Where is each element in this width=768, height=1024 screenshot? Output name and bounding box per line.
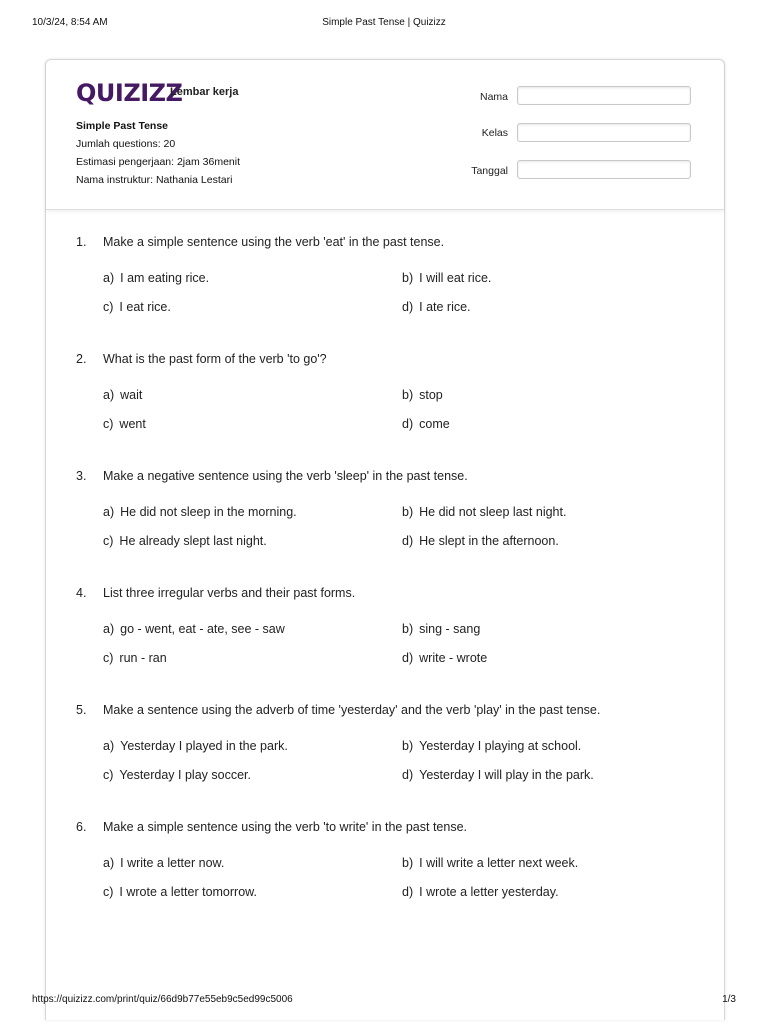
option-text: He did not sleep in the morning.	[120, 505, 297, 519]
worksheet-header	[46, 60, 724, 210]
answer-option[interactable]	[402, 622, 480, 636]
option-text: I eat rice.	[119, 300, 171, 314]
option-text: go - went, eat - ate, see - saw	[120, 622, 285, 636]
question-count: Jumlah questions: 20	[76, 138, 176, 150]
option-text: Yesterday I playing at school.	[419, 739, 582, 753]
quiz-title: Simple Past Tense	[76, 120, 169, 132]
option-letter: a)	[103, 739, 115, 753]
date-field-label: Tanggal	[471, 165, 508, 177]
option-letter: c)	[103, 651, 114, 665]
answer-option[interactable]	[103, 505, 297, 519]
answer-option[interactable]	[402, 388, 443, 402]
answer-option[interactable]	[402, 856, 578, 870]
option-letter: a)	[103, 388, 115, 402]
answer-option[interactable]	[103, 534, 267, 548]
option-letter: c)	[103, 300, 114, 314]
date-field[interactable]	[517, 160, 691, 179]
option-letter: d)	[402, 768, 414, 782]
option-text: I am eating rice.	[120, 271, 210, 285]
option-letter: a)	[103, 856, 115, 870]
answer-option[interactable]	[103, 271, 209, 285]
option-text: I wrote a letter tomorrow.	[119, 885, 257, 899]
answer-option[interactable]	[103, 768, 251, 782]
print-header	[32, 17, 736, 31]
option-text: come	[419, 417, 450, 431]
answer-option[interactable]	[402, 271, 491, 285]
answer-option[interactable]	[103, 622, 285, 636]
option-text: Yesterday I played in the park.	[120, 739, 288, 753]
option-letter: a)	[103, 505, 115, 519]
option-text: write - wrote	[419, 651, 488, 665]
option-text: run - ran	[119, 651, 167, 665]
answer-option[interactable]	[103, 417, 146, 431]
question-number: 4.	[76, 586, 87, 600]
answer-option[interactable]	[103, 651, 167, 665]
answer-option[interactable]	[402, 300, 471, 314]
option-text: went	[119, 417, 146, 431]
option-letter: d)	[402, 534, 414, 548]
estimated-time: Estimasi pengerjaan: 2jam 36menit	[76, 156, 241, 168]
option-letter: d)	[402, 300, 414, 314]
option-text: Yesterday I will play in the park.	[419, 768, 594, 782]
option-text: I ate rice.	[419, 300, 471, 314]
option-letter: c)	[103, 768, 114, 782]
option-text: Yesterday I play soccer.	[119, 768, 251, 782]
print-page-number: 1/3	[722, 994, 736, 1005]
print-url: https://quizizz.com/print/quiz/66d9b77e55eb9c5ed99c5006	[32, 994, 293, 1005]
question-number: 6.	[76, 820, 87, 834]
worksheet-sheet	[45, 59, 725, 1020]
option-text: I write a letter now.	[120, 856, 225, 870]
answer-option[interactable]	[402, 505, 566, 519]
option-letter: d)	[402, 417, 414, 431]
question-number: 3.	[76, 469, 87, 483]
class-field-label: Kelas	[481, 127, 508, 139]
option-letter: c)	[103, 534, 114, 548]
option-letter: c)	[103, 885, 114, 899]
option-text: sing - sang	[419, 622, 481, 636]
question-number: 1.	[76, 235, 87, 249]
answer-option[interactable]	[402, 651, 487, 665]
option-letter: d)	[402, 885, 414, 899]
option-letter: b)	[402, 271, 414, 285]
answer-option[interactable]	[402, 768, 594, 782]
option-text: I wrote a letter yesterday.	[419, 885, 559, 899]
print-footer	[32, 994, 736, 1008]
name-field[interactable]	[517, 86, 691, 105]
option-text: He already slept last night.	[119, 534, 267, 548]
answer-option[interactable]	[103, 739, 288, 753]
name-field-label: Nama	[479, 91, 508, 103]
option-letter: c)	[103, 417, 114, 431]
print-page-title: Simple Past Tense | Quizizz	[322, 17, 446, 28]
option-letter: d)	[402, 651, 414, 665]
option-letter: a)	[103, 622, 115, 636]
answer-option[interactable]	[103, 388, 142, 402]
answer-option[interactable]	[103, 856, 224, 870]
question-text: Make a negative sentence using the verb 'sleep' in the past tense.	[103, 469, 468, 483]
option-letter: a)	[103, 271, 115, 285]
option-text: I will write a letter next week.	[419, 856, 579, 870]
option-letter: b)	[402, 739, 414, 753]
option-text: He did not sleep last night.	[419, 505, 567, 519]
option-letter: b)	[402, 856, 414, 870]
instructor-name: Nama instruktur: Nathania Lestari	[76, 174, 233, 186]
answer-option[interactable]	[402, 534, 559, 548]
question-text: Make a sentence using the adverb of time 'yesterday' and the verb 'play' in the past tense.	[103, 703, 601, 717]
question-number: 5.	[76, 703, 87, 717]
answer-option[interactable]	[103, 885, 257, 899]
answer-option[interactable]	[103, 300, 171, 314]
answer-option[interactable]	[402, 417, 450, 431]
option-letter: b)	[402, 505, 414, 519]
question-text: List three irregular verbs and their past forms.	[103, 586, 356, 600]
answer-option[interactable]	[402, 739, 581, 753]
option-letter: b)	[402, 622, 414, 636]
option-text: He slept in the afternoon.	[419, 534, 559, 548]
class-field[interactable]	[517, 123, 691, 142]
option-letter: b)	[402, 388, 414, 402]
option-text: wait	[120, 388, 143, 402]
option-text: I will eat rice.	[419, 271, 492, 285]
question-text: Make a simple sentence using the verb 'to write' in the past tense.	[103, 820, 467, 834]
question-text: What is the past form of the verb 'to go'?	[103, 352, 327, 366]
answer-option[interactable]	[402, 885, 559, 899]
quizizz-logo: QUIZIZZ	[76, 79, 183, 107]
question-number: 2.	[76, 352, 87, 366]
question-text: Make a simple sentence using the verb 'eat' in the past tense.	[103, 235, 445, 249]
worksheet-label: Lembar kerja	[170, 86, 239, 98]
print-datetime: 10/3/24, 8:54 AM	[32, 17, 108, 28]
option-text: stop	[419, 388, 443, 402]
